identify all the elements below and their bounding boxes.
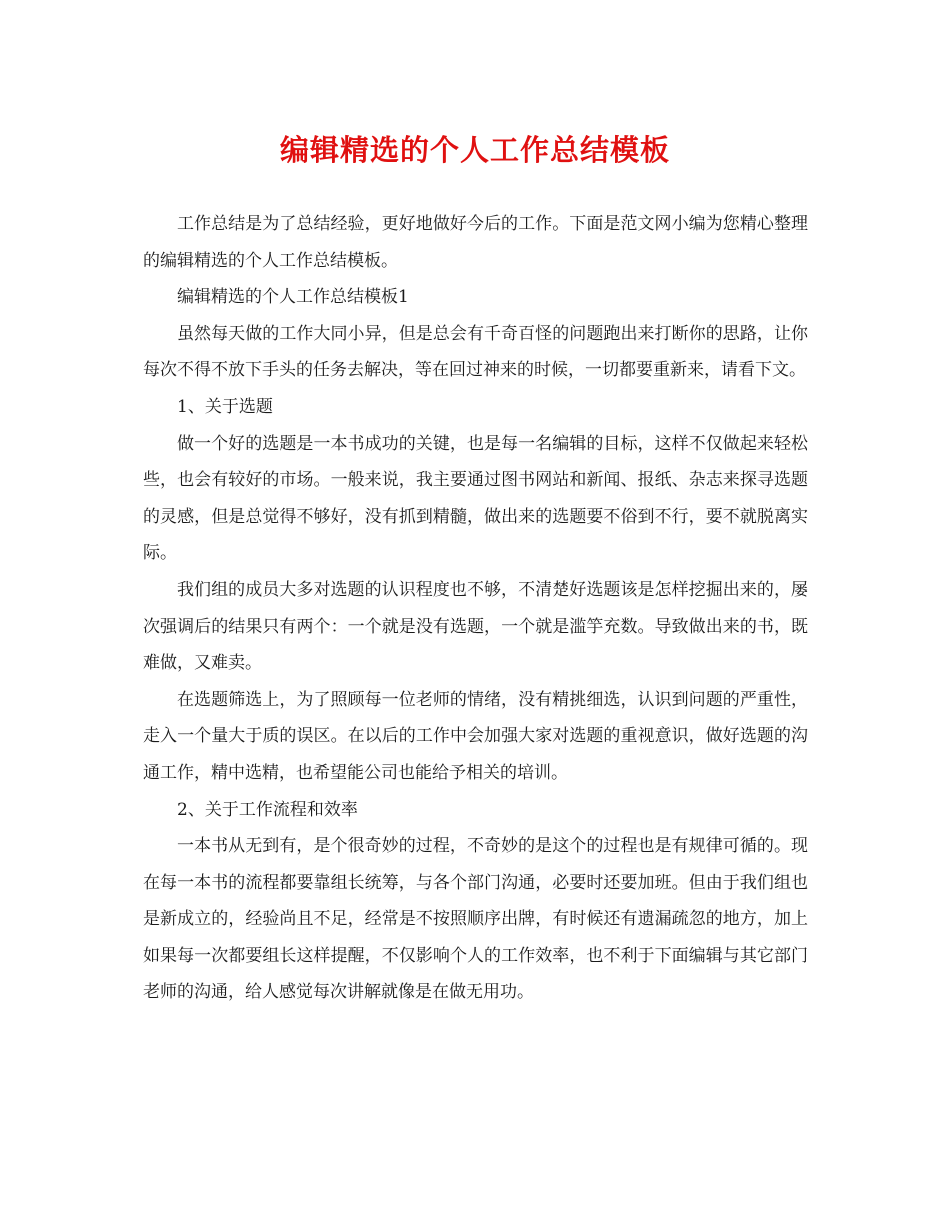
paragraph: 一本书从无到有，是个很奇妙的过程，不奇妙的是这个的过程也是有规律可循的。现在每一本书的流程都要靠组长统筹，与各个部门沟通，必要时还要加班。但由于我们组也是新成立的，经验尚且不足，经常是不按照顺序出牌，有时候还有遗漏疏忽的地方，加上如果每一次都要组长这样提醒，不仅影响个人的工作效率，也不利于下面编辑与其它部门老师的沟通，给人感觉每次讲解就像是在做无用功。 bbox=[143, 836, 808, 1003]
paragraph: 在选题筛选上，为了照顾每一位老师的情绪，没有精挑细选，认识到问题的严重性，走入一个量大于质的误区。在以后的工作中会加强大家对选题的重视意识，做好选题的沟通工作，精中选精，也希望能公司也能给予相关的培训。 bbox=[143, 689, 808, 783]
paragraph: 我们组的成员大多对选题的认识程度也不够，不清楚好选题该是怎样挖掘出来的，屡次强调后的结果只有两个：一个就是没有选题，一个就是滥竽充数。导致做出来的书，既难做，又难卖。 bbox=[143, 579, 808, 674]
paragraph-intro: 工作总结是为了总结经验，更好地做好今后的工作。下面是范文网小编为您精心整理的编辑精选的个人工作总结模板。 bbox=[143, 214, 808, 271]
document-body bbox=[143, 206, 808, 1011]
paragraph-template-heading: 编辑精选的个人工作总结模板1 bbox=[177, 287, 409, 308]
paragraph: 虽然每天做的工作大同小异，但是总会有千奇百怪的问题跑出来打断你的思路，让你每次不得不放下手头的任务去解决，等在回过神来的时候，一切都要重新来，请看下文。 bbox=[143, 323, 808, 381]
section-heading-topic-selection: 1、关于选题 bbox=[177, 396, 273, 417]
document-title: 编辑精选的个人工作总结模板 bbox=[279, 133, 670, 167]
paragraph: 做一个好的选题是一本书成功的关键，也是每一名编辑的目标，这样不仅做起来轻松些，也会有较好的市场。一般来说，我主要通过图书网站和新闻、报纸、杂志来探寻选题的灵感，但是总觉得不够好，没有抓到精髓，做出来的选题要不俗到不行，要不就脱离实际。 bbox=[143, 433, 808, 564]
section-heading-workflow-efficiency: 2、关于工作流程和效率 bbox=[177, 799, 358, 820]
